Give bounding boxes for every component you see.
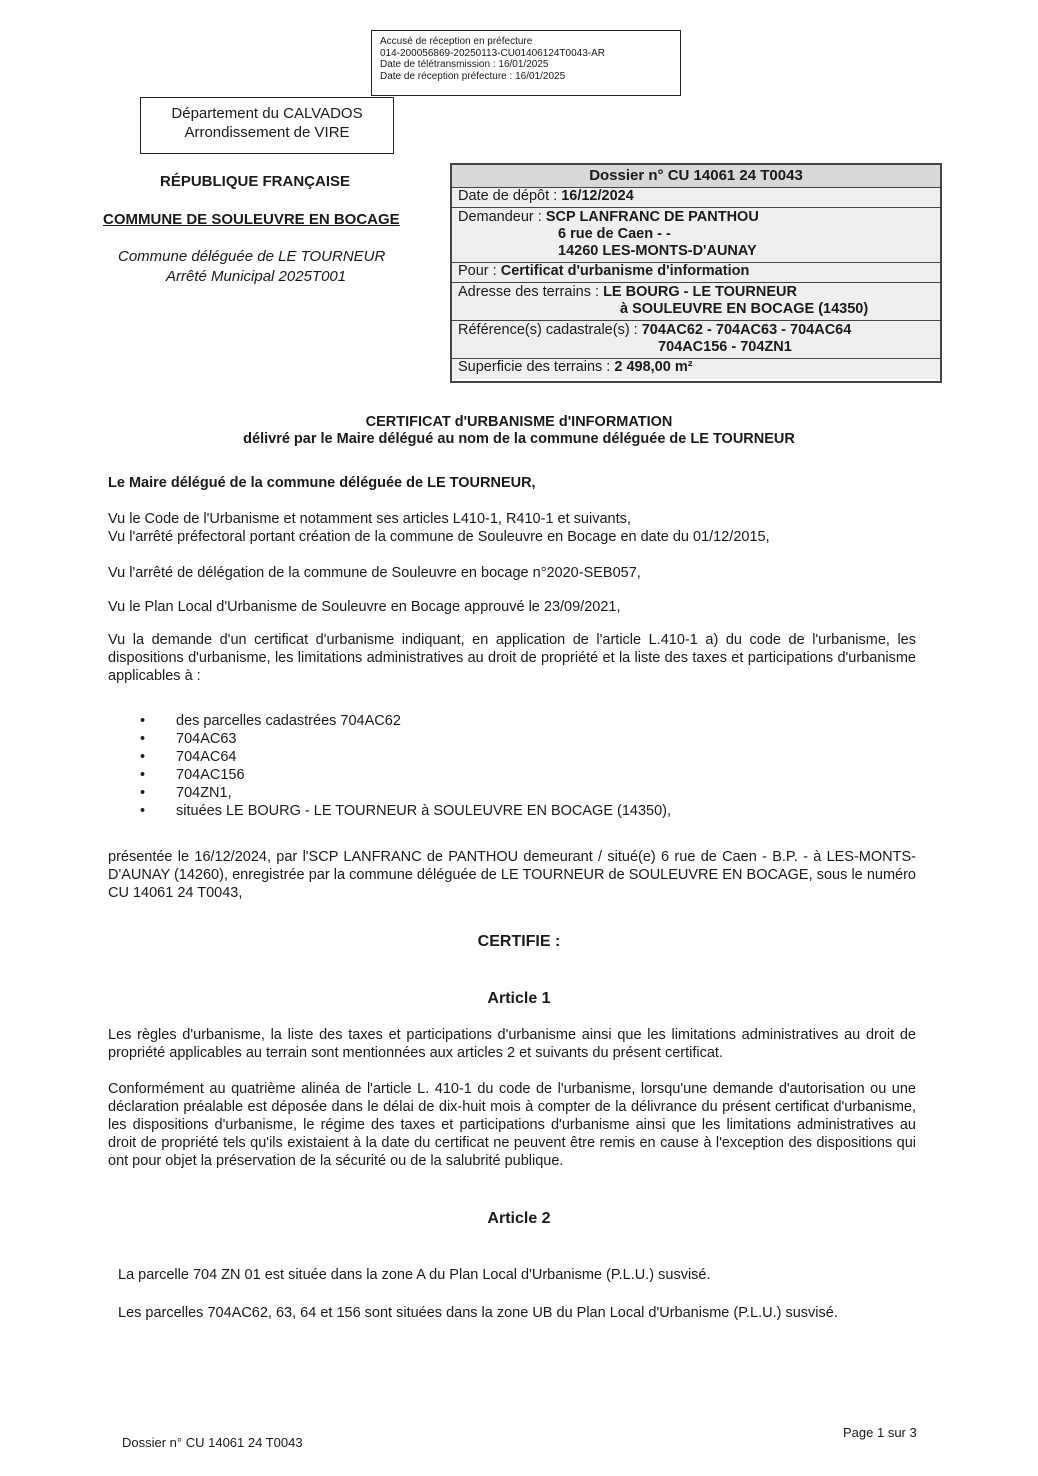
purpose-label: Pour : [458, 263, 501, 279]
arrondissement-prefix: Arrondissement de [184, 124, 315, 141]
list-item-text: 704ZN1, [176, 785, 232, 801]
municipal-order: Arrêté Municipal 2025T001 [166, 268, 347, 285]
article-2-paragraph-2: Les parcelles 704AC62, 63, 64 et 156 sont situées dans la zone UB du Plan Local d'Urbanisme (P.L.U.) susvisé. [118, 1305, 838, 1321]
footer-dossier-number: Dossier n° CU 14061 24 T0043 [122, 1435, 303, 1450]
dossier-title: Dossier n° CU 14061 24 T0043 [452, 165, 940, 188]
article-1-paragraph-1: Les règles d'urbanisme, la liste des taxes et participations d'urbanisme ainsi que les limitations administratives au droit de propriété applicables au terrain sont mentionnées aux articles 2 et suivants du présent certificat. [108, 1027, 916, 1061]
presented-paragraph: présentée le 16/12/2024, par l'SCP LANFRANC de PANTHOU demeurant / situé(e) 6 rue de Caen - B.P. - à LES-MONTS-D'AUNAY (14260), enregistrée par la commune déléguée de LE TOURNEUR de SOULEUVRE EN BOCAGE, sous le numéro CU 14061 24 T0043, [108, 849, 916, 901]
area-label: Superficie des terrains : [458, 359, 615, 375]
area-value: 2 498,00 m² [614, 359, 693, 375]
applicant-name: SCP LANFRANC DE PANTHOU [545, 209, 759, 225]
visa-paragraph: Vu la demande d'un certificat d'urbanisme indiquant, en application de l'article L.410-1 a) du code de l'urbanisme, les dispositions d'urbanisme, les limitations administratives au droit de propriété et la liste des taxes et participations d'urbanisme applicables à : [108, 632, 916, 684]
department-line [141, 104, 393, 123]
applicant-address-1: 6 rue de Caen - - [558, 226, 671, 242]
cadastral-line-2: 704AC156 - 704ZN1 [658, 339, 792, 355]
applicant-label: Demandeur : [458, 209, 546, 225]
receipt-line: 014-200056869-20250113-CU01406124T0043-AR [380, 47, 605, 59]
mayor-line: Le Maire délégué de la commune déléguée de LE TOURNEUR, [108, 475, 536, 491]
department-box [140, 97, 394, 154]
address-row [452, 283, 940, 321]
visa-line: Vu l'arrêté préfectoral portant création de la commune de Souleuvre en Bocage en date du 01/12/2015, [108, 529, 770, 545]
visa-line: Vu le Plan Local d'Urbanisme de Souleuvre en Bocage approuvé le 23/09/2021, [108, 599, 621, 615]
list-item-text: 704AC64 [176, 749, 237, 765]
purpose-value: Certificat d'urbanisme d'information [500, 263, 750, 279]
cadastral-row [452, 321, 940, 359]
purpose-row [452, 263, 940, 283]
receipt-line: Date de télétransmission : 16/01/2025 [380, 59, 549, 70]
cadastral-line-1: 704AC62 - 704AC63 - 704AC64 [641, 322, 852, 338]
article-1-paragraph-2: Conformément au quatrième alinéa de l'article L. 410-1 du code de l'urbanisme, lorsqu'une demande d'autorisation ou une déclaration préalable est déposée dans le délai de dix-huit mois à compter de la délivrance du présent certificat d'urbanisme, les dispositions d'urbanisme, le régime des taxes et participations d'urbanisme ainsi que les limitations administratives au droit de propriété tels qu'ils existaient à la date du certificat ne peuvent être remis en cause à l'exception des dispositions qui ont pour objet la préservation de la sécurité ou de la salubrité publique. [108, 1081, 916, 1169]
commune-heading: COMMUNE DE SOULEUVRE EN BOCAGE [103, 211, 400, 228]
dossier-box [450, 163, 942, 383]
receipt-line: Date de réception préfecture : 16/01/2025 [380, 70, 566, 82]
certificate-title: CERTIFICAT d'URBANISME d'INFORMATION [365, 414, 673, 430]
address-line-1: LE BOURG - LE TOURNEUR [603, 284, 797, 300]
visa-line: Vu l'arrêté de délégation de la commune de Souleuvre en bocage n°2020-SEB057, [108, 565, 641, 581]
article-1-heading: Article 1 [487, 990, 551, 1007]
cadastral-label: Référence(s) cadastrale(s) : [458, 322, 642, 338]
deposit-label: Date de dépôt : [458, 188, 562, 204]
delegated-commune: Commune déléguée de LE TOURNEUR [118, 248, 386, 265]
area-row [452, 359, 940, 379]
republic-heading: RÉPUBLIQUE FRANÇAISE [160, 173, 351, 190]
deposit-value: 16/12/2024 [561, 188, 634, 204]
bullet-icon: • [140, 803, 146, 819]
arrondissement-line [141, 123, 393, 142]
list-item-text: situées LE BOURG - LE TOURNEUR à SOULEUVRE EN BOCAGE (14350), [176, 803, 672, 819]
prefecture-receipt-box [371, 30, 681, 96]
list-item-text: des parcelles cadastrées 704AC62 [176, 713, 401, 729]
page-number: Page 1 sur 3 [843, 1425, 917, 1440]
bullet-icon: • [140, 731, 146, 747]
bullet-icon: • [140, 767, 146, 783]
receipt-line: Accusé de réception en préfecture [380, 36, 533, 47]
article-2-heading: Article 2 [487, 1210, 551, 1227]
department-name: CALVADOS [283, 105, 363, 122]
list-item-text: 704AC63 [176, 731, 237, 747]
applicant-address-2: 14260 LES-MONTS-D'AUNAY [558, 243, 757, 259]
bullet-icon: • [140, 713, 146, 729]
address-label: Adresse des terrains : [458, 284, 604, 300]
applicant-row [452, 208, 940, 263]
visa-line: Vu le Code de l'Urbanisme et notamment ses articles L410-1, R410-1 et suivants, [108, 511, 631, 527]
certificate-subtitle: délivré par le Maire délégué au nom de la commune déléguée de LE TOURNEUR [243, 431, 795, 447]
deposit-row [452, 188, 940, 208]
certifie-heading: CERTIFIE : [477, 933, 561, 950]
bullet-icon: • [140, 785, 146, 801]
address-line-2: à SOULEUVRE EN BOCAGE (14350) [620, 301, 869, 317]
list-item-text: 704AC156 [176, 767, 245, 783]
department-prefix: Département du [171, 105, 284, 122]
arrondissement-name: VIRE [314, 124, 350, 141]
bullet-icon: • [140, 749, 146, 765]
article-2-paragraph-1: La parcelle 704 ZN 01 est située dans la zone A du Plan Local d'Urbanisme (P.L.U.) susvisé. [118, 1267, 711, 1283]
